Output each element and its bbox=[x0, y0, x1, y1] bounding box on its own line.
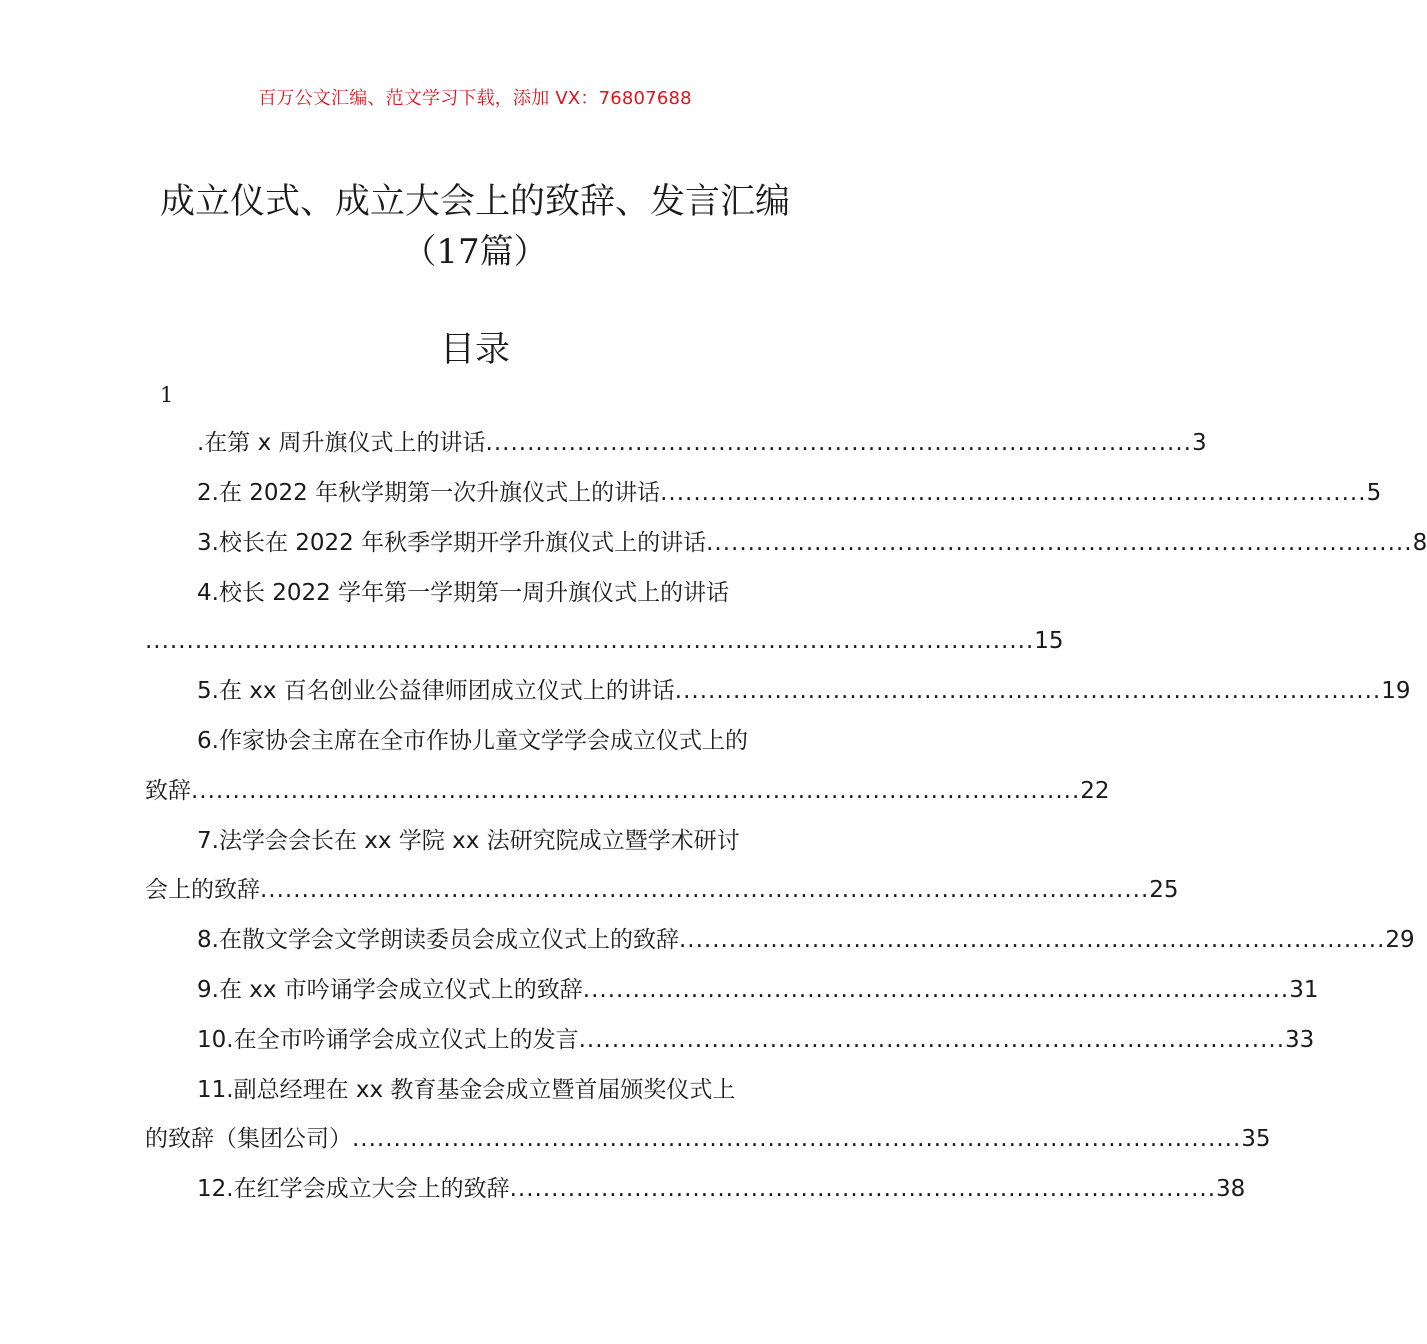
toc-leader-dots: ..................................................................................... bbox=[509, 1176, 1217, 1202]
toc-leader-dots: ..................................................................................... bbox=[485, 430, 1192, 456]
header-banner: 百万公文汇编、范文学习下载，添加 VX：76807688 bbox=[258, 88, 692, 109]
toc-entry-page: 38 bbox=[1216, 1176, 1246, 1202]
toc-leader-dots: ..................................................................................... bbox=[674, 678, 1382, 704]
toc-entry-4[interactable] bbox=[145, 576, 805, 610]
toc-entry-11[interactable] bbox=[145, 1073, 805, 1107]
toc-entry-6-cont[interactable] bbox=[145, 774, 1110, 808]
toc-leader-dots: ........................................................................................................... bbox=[260, 877, 1150, 903]
toc-entry-8[interactable] bbox=[145, 923, 1415, 957]
toc-entry-title-cont: 会上的致辞 bbox=[145, 877, 260, 903]
toc-leader-dots: ........................................................................................................... bbox=[145, 628, 1035, 654]
toc-entry-page: 5 bbox=[1366, 480, 1382, 506]
toc-entry-3[interactable] bbox=[145, 526, 1427, 560]
toc-entry-page: 33 bbox=[1285, 1027, 1315, 1053]
toc-entry-page: 22 bbox=[1080, 778, 1110, 804]
subtitle-rest: 篇） bbox=[479, 232, 548, 272]
toc-entry-5[interactable] bbox=[145, 674, 1411, 708]
document-subtitle bbox=[0, 224, 950, 273]
toc-entry-title: .在第 x 周升旗仪式上的讲话 bbox=[197, 430, 486, 456]
toc-entry-page: 3 bbox=[1192, 430, 1207, 456]
toc-entry-page: 19 bbox=[1381, 678, 1411, 704]
toc-entry-page: 35 bbox=[1241, 1126, 1271, 1152]
toc-leader-dots: ........................................................................................................... bbox=[352, 1126, 1242, 1152]
toc-entry-page: 15 bbox=[1034, 628, 1064, 654]
toc-entry-title: 8.在散文学会文学朗读委员会成立仪式上的致辞 bbox=[197, 927, 679, 953]
toc-entry-title: 7.法学会会长在 xx 学院 xx 法研究院成立暨学术研讨 bbox=[197, 828, 740, 854]
toc-entry-page: 8 bbox=[1412, 530, 1427, 556]
toc-entry-1[interactable] bbox=[145, 426, 1207, 460]
toc-heading: 目录 bbox=[439, 330, 510, 370]
toc-entry-12[interactable] bbox=[145, 1172, 1246, 1206]
toc-leader-dots: ..................................................................................... bbox=[578, 1027, 1286, 1053]
toc-entry-title: 4.校长 2022 学年第一学期第一周升旗仪式上的讲话 bbox=[197, 580, 730, 606]
toc-entry-6[interactable] bbox=[145, 724, 805, 758]
toc-entry-page: 25 bbox=[1149, 877, 1179, 903]
toc-marker: 1 bbox=[160, 383, 174, 407]
toc-entry-title: 2.在 2022 年秋学期第一次升旗仪式上的讲话 bbox=[197, 480, 661, 506]
toc-leader-dots: ..................................................................................... bbox=[582, 977, 1290, 1003]
toc-entry-title: 3.校长在 2022 年秋季学期开学升旗仪式上的讲话 bbox=[197, 530, 707, 556]
toc-entry-title: 6.作家协会主席在全市作协儿童文学学会成立仪式上的 bbox=[197, 728, 748, 754]
toc-entry-11-cont[interactable] bbox=[145, 1122, 1271, 1156]
toc-entry-title: 12.在红学会成立大会上的致辞 bbox=[197, 1176, 510, 1202]
toc-entry-page: 29 bbox=[1385, 927, 1415, 953]
toc-leader-dots: ........................................................................................................... bbox=[191, 778, 1081, 804]
toc-leader-dots: ..................................................................................... bbox=[678, 927, 1386, 953]
toc-entry-title-cont: 致辞 bbox=[145, 778, 191, 804]
subtitle-count: 17 bbox=[436, 232, 480, 272]
toc-entry-title: 9.在 xx 市吟诵学会成立仪式上的致辞 bbox=[197, 977, 583, 1003]
document-title: 成立仪式、成立大会上的致辞、发言汇编 bbox=[159, 182, 790, 222]
toc-entry-title: 5.在 xx 百名创业公益律师团成立仪式上的讲话 bbox=[197, 678, 675, 704]
toc-leader-dots: ..................................................................................... bbox=[660, 480, 1367, 506]
subtitle-open-paren: （ bbox=[402, 232, 437, 272]
toc-entry-title: 11.副总经理在 xx 教育基金会成立暨首届颁奖仪式上 bbox=[197, 1077, 736, 1103]
toc-entry-page: 31 bbox=[1289, 977, 1319, 1003]
toc-entry-title-cont: 的致辞（集团公司） bbox=[145, 1126, 352, 1152]
toc-entry-10[interactable] bbox=[145, 1023, 1315, 1057]
toc-entry-9[interactable] bbox=[145, 973, 1319, 1007]
toc-leader-dots: ..................................................................................... bbox=[706, 530, 1413, 556]
toc-entry-4-cont[interactable] bbox=[145, 624, 1064, 658]
toc-entry-2[interactable] bbox=[145, 476, 1382, 510]
toc-entry-7[interactable] bbox=[145, 824, 805, 858]
toc-entry-title: 10.在全市吟诵学会成立仪式上的发言 bbox=[197, 1027, 579, 1053]
toc-entry-7-cont[interactable] bbox=[145, 873, 1179, 907]
